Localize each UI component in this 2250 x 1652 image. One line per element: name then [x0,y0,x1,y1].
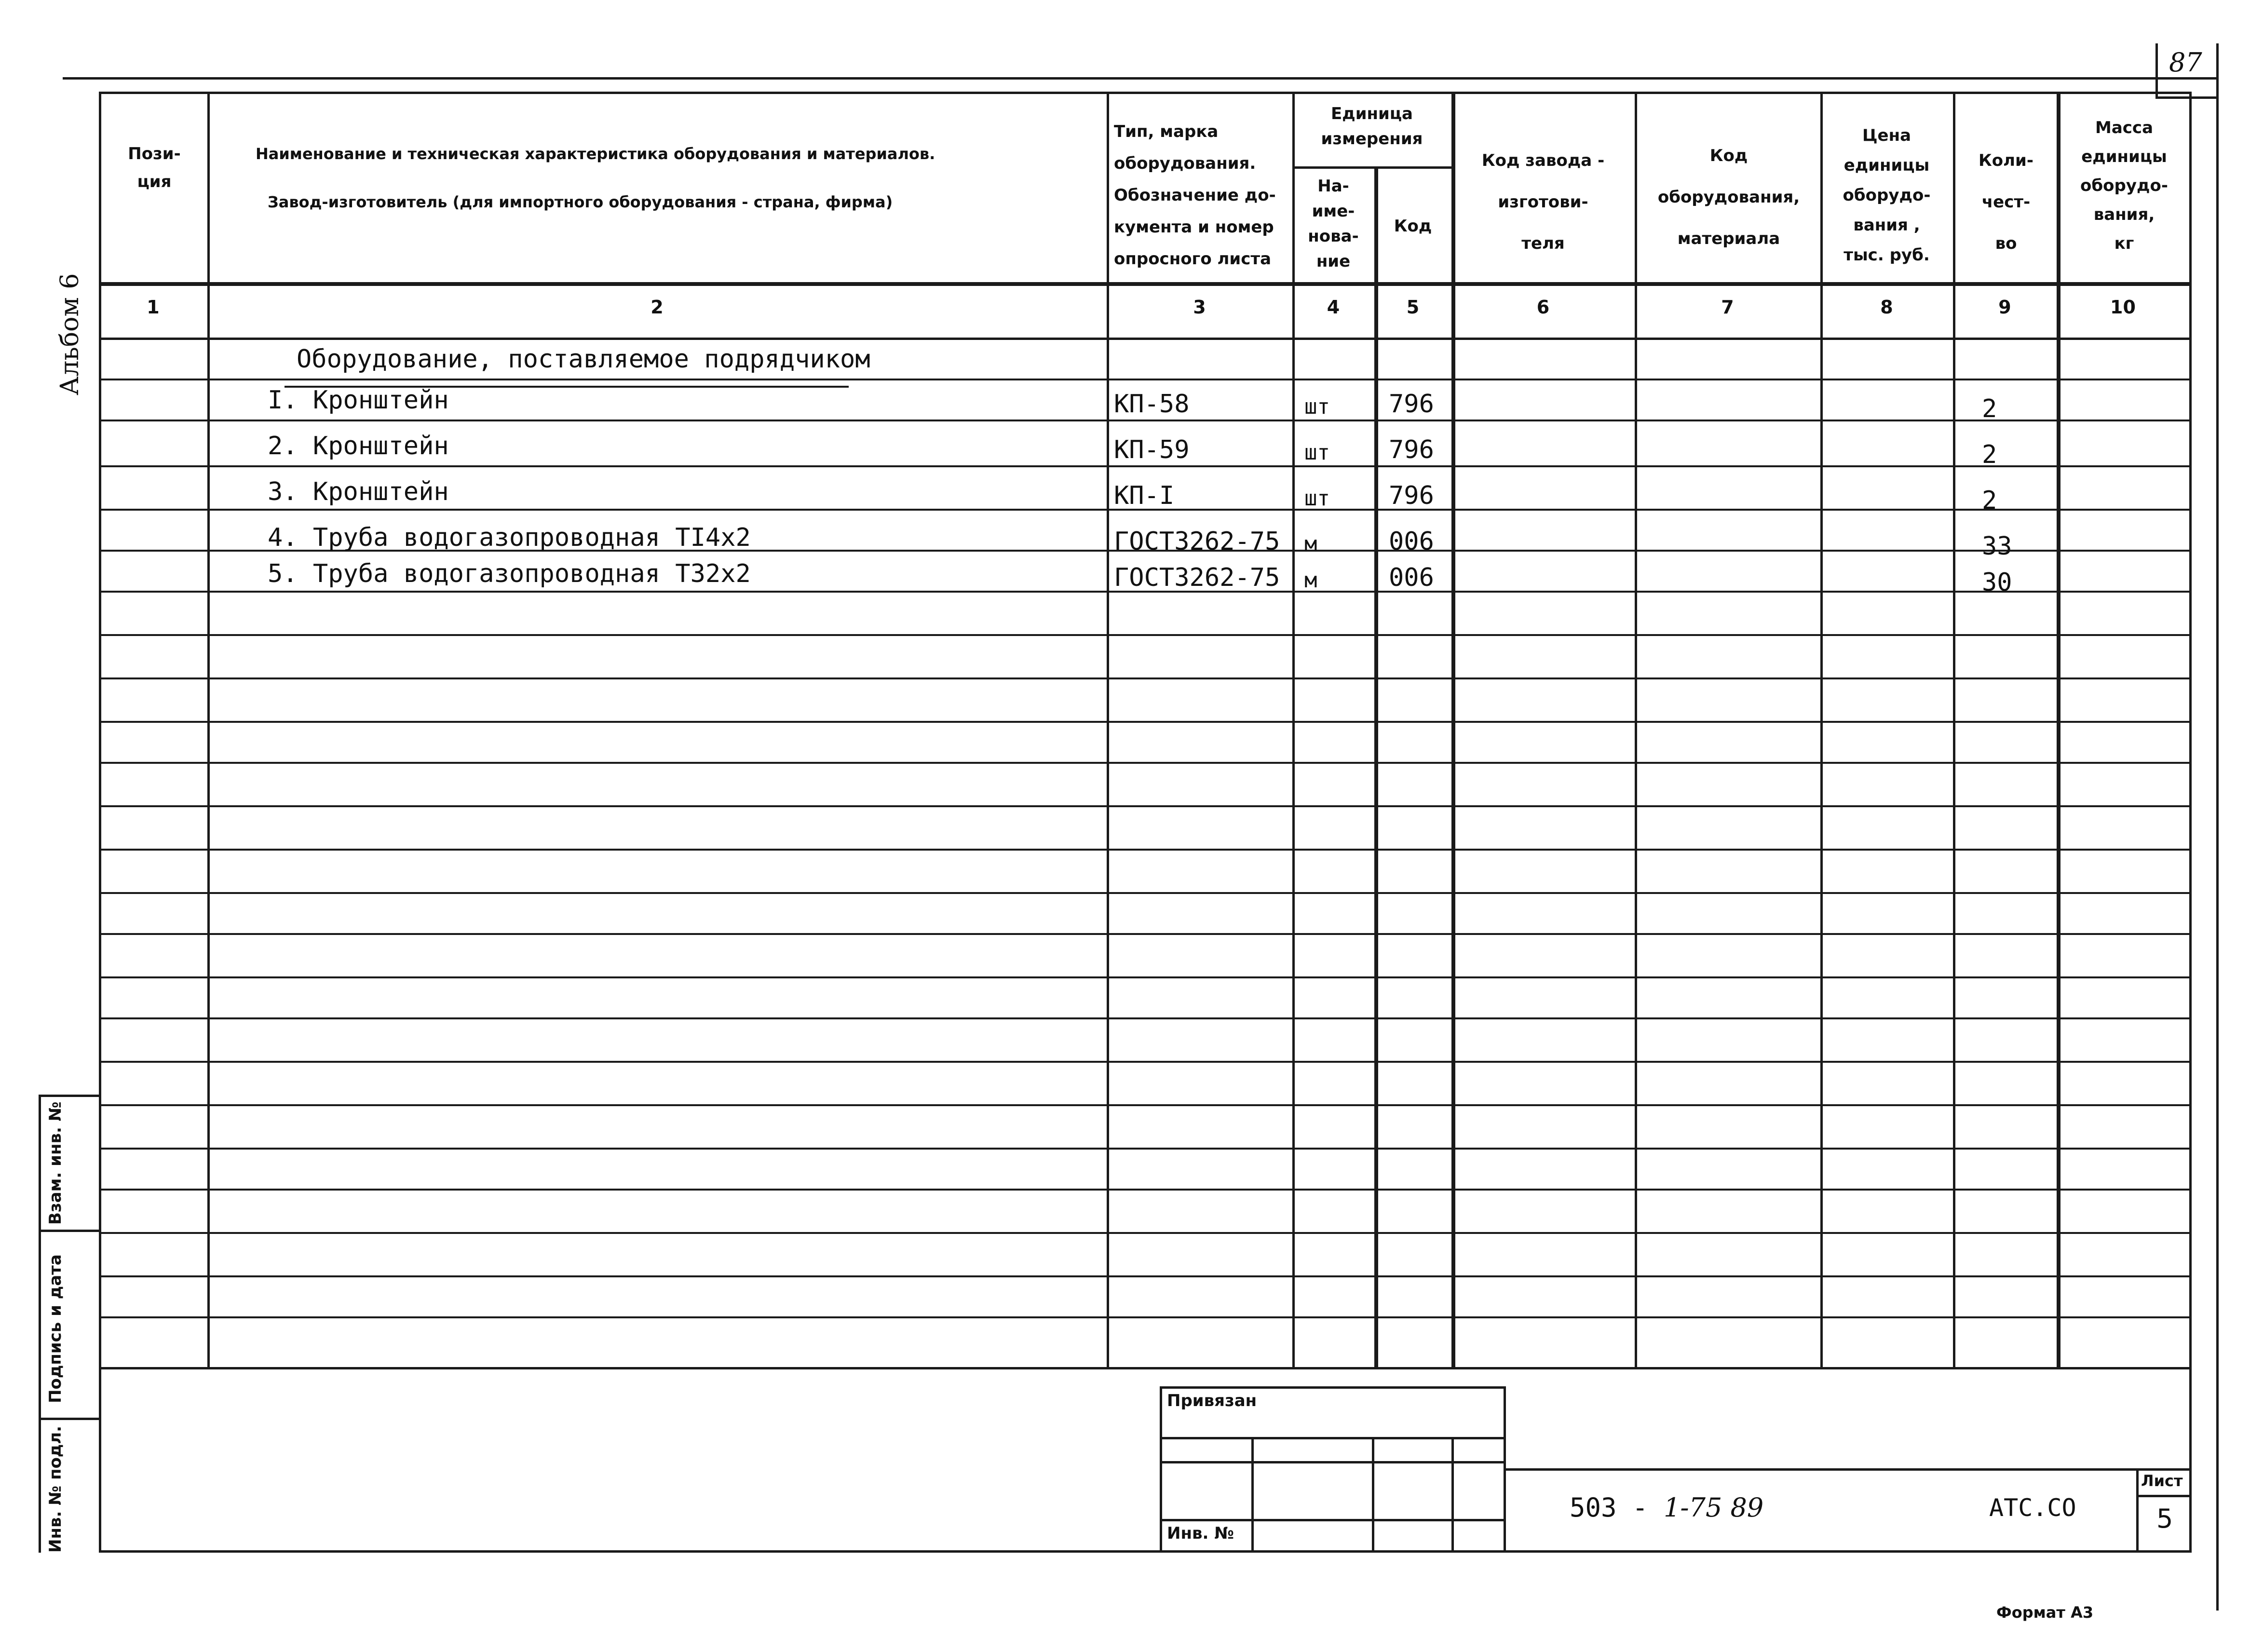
row-quantity: 2 [1982,486,1997,515]
page-number-box-bottom [2155,96,2218,99]
row-unit: шт [1304,394,1330,419]
page-number: 87 [2169,47,2202,78]
table-row-line [99,1189,2192,1191]
row-type: КП-I [1114,481,1175,510]
privyazan-label: Привязан [1167,1391,1257,1410]
row-name: 5. Труба водогазопроводная T32x2 [268,559,751,588]
header-col-type: Тип, марка оборудования. Обозначение до- кумента и номер опросного листа [1114,122,1276,269]
table-row-line [99,379,2192,380]
header-col-name-line1: Наименование и техническая характеристика оборудования и материалов. [256,145,935,163]
table-row-line [99,1316,2192,1318]
table-row-line [99,1061,2192,1063]
header-col-price: Цена единицы оборудо- вания , тыс. руб. [1843,126,1931,265]
table-row-line [99,805,2192,807]
row-type: ГОСТ3262-75 [1114,563,1280,592]
section-title: Оборудование, поставляемое подрядчиком [297,345,870,374]
side-stamp-top [39,1095,101,1097]
table-row-line [99,1148,2192,1150]
column-number-2: 2 [651,297,664,318]
col-sep-8 [1953,92,1955,1369]
privyazan-left [1160,1386,1162,1550]
column-number-10: 10 [2110,297,2136,318]
header-bottom-line [99,282,2192,286]
column-number-8: 8 [1880,297,1893,318]
privyazan-div2 [1372,1437,1374,1550]
side-stamp-sep2 [39,1418,101,1420]
row-type: КП-58 [1114,390,1190,419]
col-sep-9 [2057,92,2060,1369]
column-number-9: 9 [1998,297,2011,318]
row-code: 006 [1389,563,1434,592]
side-stamp-vzam: Взам. инв. № [46,1101,65,1225]
table-row-line [99,849,2192,851]
doc-number-printed: 503 - [1570,1492,1664,1523]
side-stamp-podpis: Подпись и дата [46,1254,65,1403]
privyazan-top [1160,1386,1505,1389]
column-number-3: 3 [1193,297,1206,318]
table-row-line [99,721,2192,723]
table-row-line [99,1232,2192,1234]
doc-code: АТС.СО [1989,1494,2076,1522]
row-quantity: 33 [1982,532,2012,561]
format-label: Формат А3 [1996,1603,2094,1622]
row-code: 796 [1389,435,1434,464]
col-sep-7 [1820,92,1823,1369]
row-unit: м [1304,568,1317,593]
header-col-unit-code: Код [1394,217,1432,236]
row-name: 3. Кронштейн [268,477,449,506]
right-frame-line [2216,43,2219,1611]
doc-number-handwritten: 1-75 89 [1664,1492,1764,1523]
title-block-top [1504,1468,2191,1471]
column-number-5: 5 [1406,297,1420,318]
row-type: ГОСТ3262-75 [1114,527,1280,556]
table-row-line [99,677,2192,679]
header-col-position: Пози- ция [128,144,181,191]
privyazan-div1 [1251,1437,1254,1550]
privyazan-div3 [1451,1437,1454,1550]
col-sep-6 [1635,92,1637,1369]
frame-bottom [99,1550,2192,1553]
row-name: 4. Труба водогазопроводная TI4x2 [268,523,751,552]
col-sep-5 [1451,92,1455,1369]
list-box-sep [2136,1495,2192,1497]
table-row-line [99,1104,2192,1106]
list-value: 5 [2156,1503,2173,1534]
row-code: 006 [1389,527,1434,556]
frame-right [2189,92,2192,1553]
table-row-line [99,976,2192,978]
table-row-line [99,465,2192,467]
row-code: 796 [1389,481,1434,510]
side-stamp-inv-podl: Инв. № подл. [46,1425,65,1553]
frame-top [99,92,2192,94]
side-stamp-left [39,1095,41,1553]
header-col-unit-group: Единица измерения [1321,104,1423,149]
doc-number [1570,1492,1763,1523]
table-row-line [99,1275,2192,1277]
header-col-mass: Масса единицы оборудо- вания, кг [2080,118,2168,253]
row-type: КП-59 [1114,435,1190,464]
row-unit: шт [1304,486,1330,511]
page-number-box-left [2155,43,2158,99]
header-col-name-line2: Завод-изготовитель (для импортного оборудования - страна, фирма) [268,193,893,211]
header-col-quantity: Коли- чест- во [1979,151,2033,253]
col-sep-2 [1107,92,1109,1369]
col-sep-3 [1292,92,1295,1369]
row-unit: шт [1304,440,1330,465]
column-number-6: 6 [1536,297,1550,318]
side-stamp-sep1 [39,1230,101,1232]
column-number-1: 1 [147,297,160,318]
column-number-4: 4 [1327,297,1340,318]
column-number-7: 7 [1721,297,1734,318]
row-quantity: 2 [1982,440,1997,469]
table-row-line [99,892,2192,894]
header-col-equipment-code: Код оборудования, материала [1657,146,1800,248]
table-row-line [99,634,2192,636]
colnum-bottom-line [99,338,2192,340]
inv-no-label: Инв. № [1167,1524,1234,1543]
album-label: Альбом 6 [55,273,84,395]
table-row-line [99,1017,2192,1019]
list-label: Лист [2141,1472,2183,1490]
top-border-line [63,77,2218,80]
row-name: I. Кронштейн [268,386,449,415]
row-quantity: 2 [1982,394,1997,423]
col-sep-1 [207,92,210,1369]
row-quantity: 30 [1982,568,2012,597]
row-code: 796 [1389,390,1434,419]
row-name: 2. Кронштейн [268,432,449,460]
table-row-line [99,933,2192,935]
table-row-line [99,762,2192,764]
table-row-line [99,420,2192,421]
table-bottom-line [99,1367,2192,1369]
list-box-left [2136,1468,2139,1550]
row-unit: м [1304,532,1317,556]
header-col-unit-name: На- име- нова- ние [1308,176,1359,271]
header-col-factory-code: Код завода - изготови- теля [1481,151,1605,253]
unit-group-line [1292,166,1451,169]
